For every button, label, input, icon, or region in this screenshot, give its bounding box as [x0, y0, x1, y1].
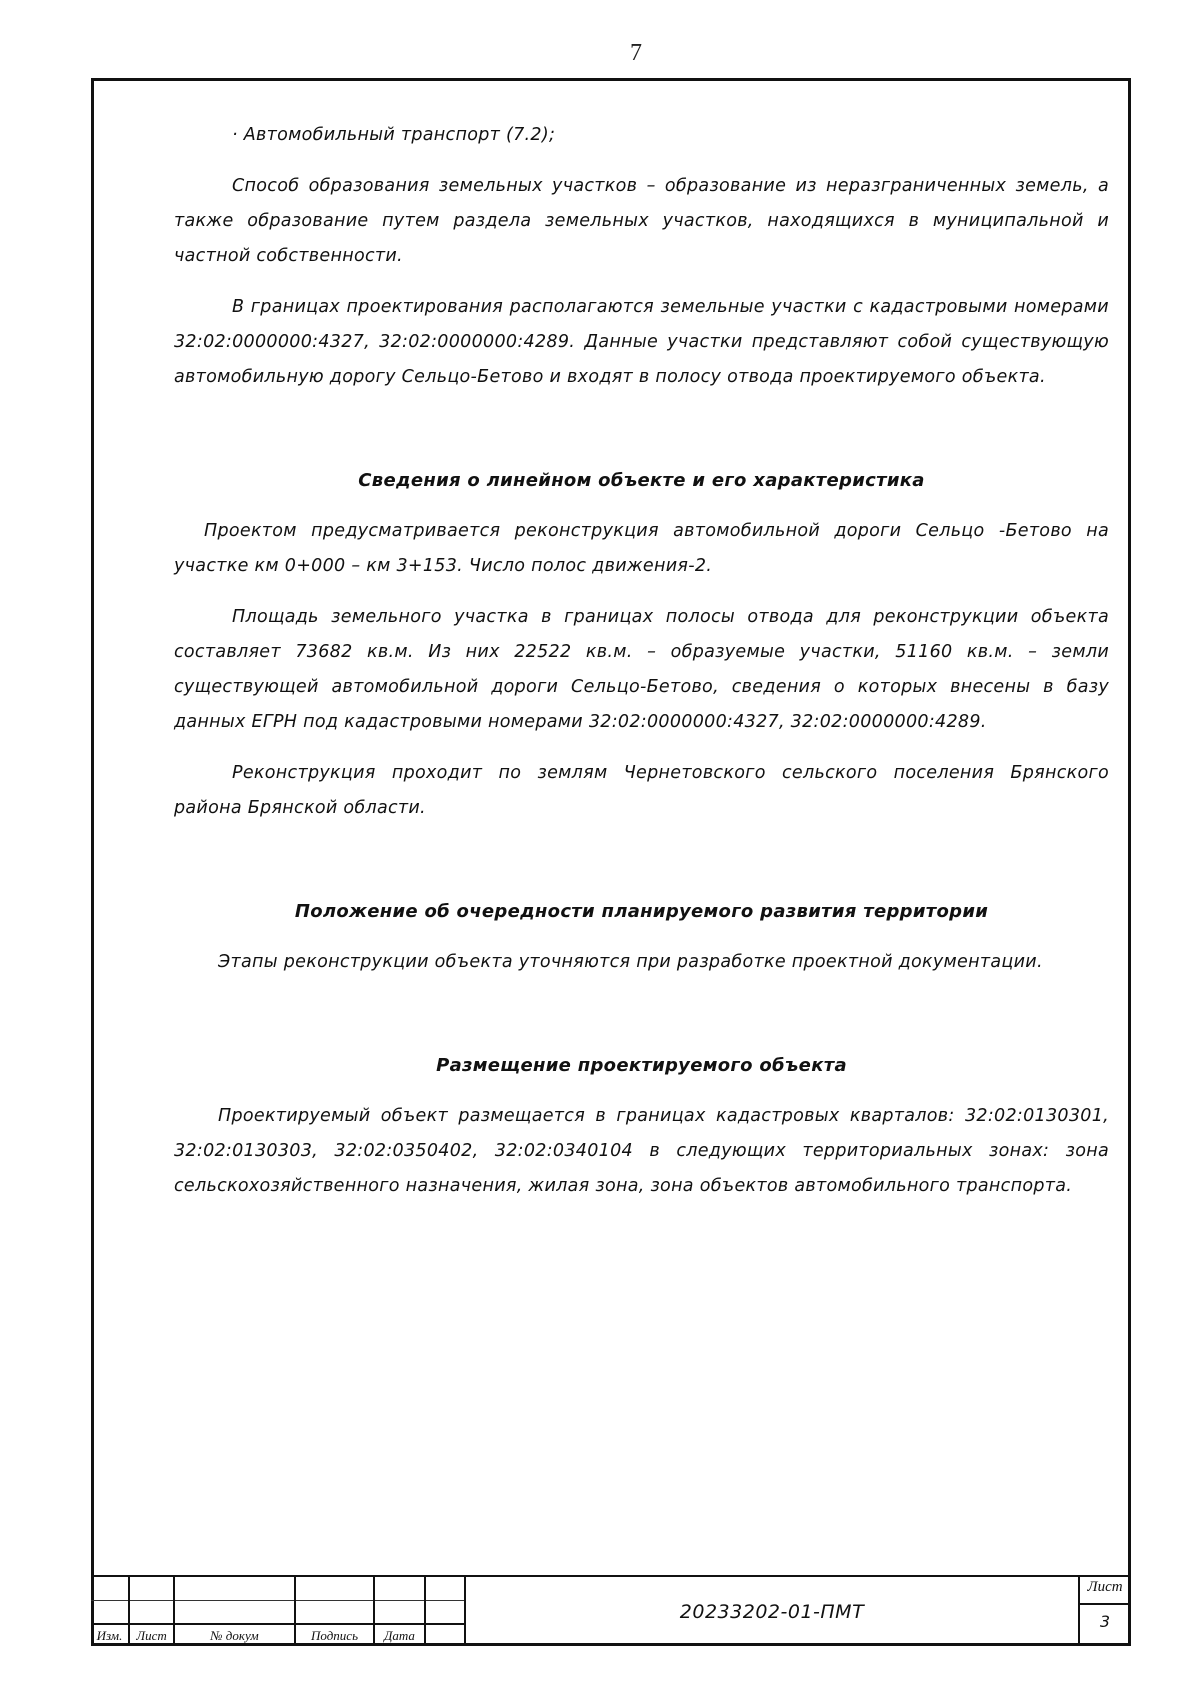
- paragraph-location: Реконструкция проходит по землям Чернетовского сельского поселения Брянского района Брянской области.: [174, 763, 1109, 818]
- document-code: 20233202-01-ПМТ: [679, 1600, 865, 1623]
- label-date: Дата: [384, 1628, 415, 1643]
- sheet-number: 3: [1099, 1612, 1111, 1631]
- document-body: [174, 118, 1109, 1204]
- section-heading-placement: Размещение проектируемого объекта: [436, 1055, 847, 1076]
- title-block-revisions: [91, 1577, 466, 1646]
- label-signature: Подпись: [311, 1628, 358, 1643]
- label-document-number: № докум: [210, 1628, 259, 1643]
- label-change: Изм.: [96, 1628, 123, 1643]
- paragraph-placement: Проектируемый объект размещается в границах кадастровых кварталов: 32:02:0130301, 32:02:0130303, 32:02:0350402, 32:02:0340104 в следующих территориальных зонах: зона сельскохозяйственного назначения, жилая зона, зона объектов автомобильного транспорта.: [174, 1106, 1109, 1196]
- sheet-cell-separator: [1078, 1603, 1131, 1605]
- section-heading-linear-object: Сведения о линейном объекте и его характеристика: [358, 470, 925, 491]
- paragraph-area: Площадь земельного участка в границах полосы отвода для реконструкции объекта составляет 73682 кв.м. Из них 22522 кв.м. – образуемые участки, 51160 кв.м. – земли существующей автомобильной дороги Сельцо-Бетово, сведения о которых внесены в базу данных ЕГРН под кадастровыми номерами 32:02:0000000:4327, 32:02:0000000:4289.: [174, 607, 1109, 732]
- paragraph-reconstruction: Проектом предусматривается реконструкция автомобильной дороги Сельцо -Бетово на участке км 0+000 – км 3+153. Число полос движения-2.: [174, 521, 1109, 576]
- label-sheet: Лист: [136, 1628, 167, 1643]
- paragraph-formation-method: Способ образования земельных участков – образование из неразграниченных земель, а также образование путем раздела земельных участков, находящихся в муниципальной и частной собственности.: [174, 176, 1109, 266]
- section-heading-development-order: Положение об очередности планируемого развития территории: [294, 901, 989, 922]
- page-number: 7: [630, 40, 642, 66]
- paragraph-cadastral-plots: В границах проектирования располагаются земельные участки с кадастровыми номерами 32:02:0000000:4327, 32:02:0000000:4289. Данные участки представляют собой существующую автомобильную дорогу Сельцо-Бетово и входят в полосу отвода проектируемого объекта.: [174, 297, 1109, 387]
- paragraph-stages: Этапы реконструкции объекта уточняются при разработке проектной документации.: [218, 952, 1043, 972]
- sheet-label: Лист: [1087, 1579, 1123, 1595]
- list-item-transport: · Автомобильный транспорт (7.2);: [232, 125, 556, 145]
